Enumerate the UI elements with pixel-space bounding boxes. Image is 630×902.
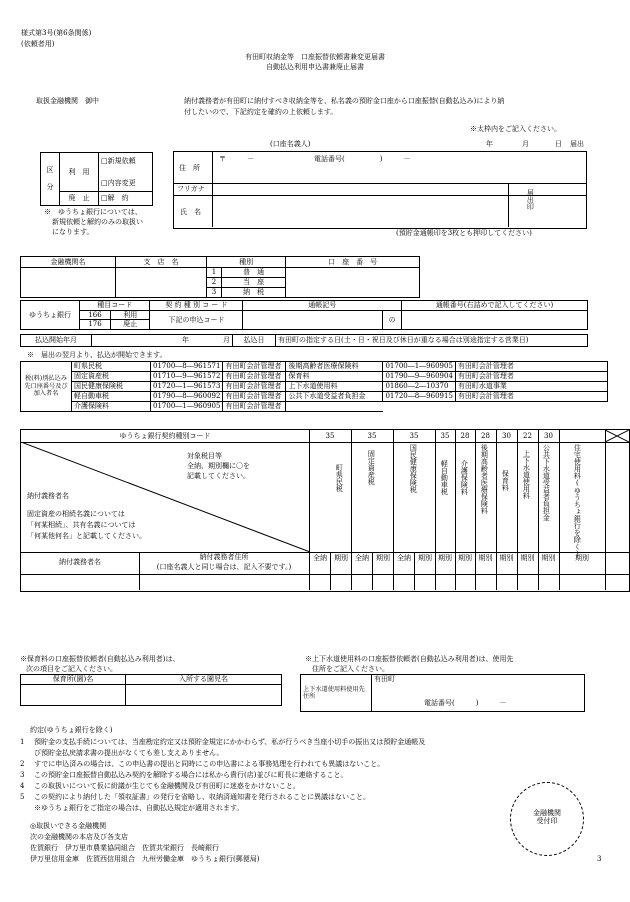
item-no: 1 [20,738,25,746]
code-cancel-option[interactable]: 廃止 [111,320,150,329]
kind-tax[interactable]: 納 税 [222,288,286,298]
ki-label: 期別 [575,554,589,562]
item-no: 3 [20,771,25,779]
water-note-2: 住所をご記入ください。 [312,665,389,673]
zen-label: 全納 [355,554,369,562]
agreement-item: この契約により納付した「領収証書」の発行を省略し、収納済通知書を発行されることに異議はないこと。 [34,793,370,801]
agreement-item: ※ゆうちょ銀行をご指定の場合は、自動払込規定が適用されます。 [34,804,244,812]
start-year[interactable]: 年 [182,336,189,345]
start-row [20,334,588,347]
phone-field[interactable]: 電話番号( ) － [314,155,411,163]
intro-line2: 付したいので、下記約定を確約の上依頼します。 [184,108,338,116]
new-request-checkbox[interactable]: □新規依頼 [101,156,136,165]
use-label: 利 用 [60,153,99,192]
tax-health: 国民健康保険税 [409,444,418,493]
ku-label: 区 [46,166,54,175]
tax-housing: 住宅使用料(ゆうちょ銀行を除く) [573,444,582,558]
nursery-name-header: 保育所(園)名 [21,675,126,685]
bank-table [20,256,420,298]
kind-header: 種別 [207,257,286,268]
furigana-label: フリガナ [177,185,205,193]
code-value: 35 [325,432,335,440]
tax-name: 軽自動車税 [72,392,151,402]
postal-code-field[interactable]: 〒 － [219,155,254,163]
ki-label: 期別 [541,554,556,562]
code-value: 22 [523,432,532,440]
zen-label: 全納 [313,554,327,562]
tax-elderly: 後期高齢者医療保険料 [480,444,489,514]
payer-note-3: 「何某他何名」と記載してください。 [27,532,146,540]
branch-header: 支 店 名 [116,257,207,268]
tax-name: 公共下水道受益者負担金 [286,392,383,402]
tsucho-kigo-header: 通帳記号 [243,301,402,311]
code-value: 28 [460,432,470,440]
copy-label: (依頼者用) [21,40,55,48]
tsucho-kigo-field[interactable] [243,311,383,330]
institutions-line1: 次の金融機関の本店及び各支店 [30,833,128,841]
reception-stamp-area [510,782,584,856]
contract-code-header: 契 約 種 別 コ ー ド [150,301,243,311]
tsucho-number-field[interactable] [402,311,588,330]
tax-account: 01720―1―961573 [151,382,223,392]
change-checkbox[interactable]: □内容変更 [101,179,136,187]
child-name-header: 入所する園児名 [126,675,282,685]
water-table [300,674,585,712]
ki-label: 期別 [458,554,472,562]
ki-label: 期別 [478,554,493,562]
code-value: 30 [544,432,553,440]
pay-day-text: 有田町の指定する日(土・日・祝日及び休日が重なる場合は別途指定する営業日) [276,335,588,347]
tsucho-number-header: 通帳番号(右詰めで記入してください) [402,301,588,311]
holder-caption: (口座名義人) [270,140,311,148]
tax-holder: 有田町会計管理者 [223,362,286,372]
bun-label: 分 [46,183,54,192]
tax-account: 01700―8―961571 [151,362,223,372]
code-value: 35 [440,432,450,440]
form-number: 様式第3号(第6条関係) [21,29,92,37]
date-suffix: 届出 [570,140,584,148]
tax-name: 保育料 [286,372,383,382]
branch-field[interactable] [116,268,207,298]
tax-holder: 有田町会計管理者 [223,402,286,412]
item-no [20,804,34,815]
tax-water: 上下水道使用料 [522,450,531,499]
address-label: 住 所 [179,164,200,172]
tax-municipal: 町県民税 [335,464,344,492]
item-no: 2 [20,760,25,768]
nursery-note-1: ※保育料の口座振替依頼者(自動払込み利用者)は、 [20,655,180,663]
tax-holder: 有田町会計管理者 [223,392,286,402]
item-no: 5 [20,793,25,801]
water-address-label: 上下水道使用料使用先住所 [301,675,372,712]
kind-current[interactable]: 当 座 [222,278,286,288]
yucho-note-1: ※ ゆうちょ銀行については、 [44,208,142,216]
item-no: 4 [20,782,25,790]
nursery-note-2: 次の項目をご記入ください。 [26,665,117,673]
kind-no: 2 [207,278,222,288]
tax-name: 後期高齢者医療保険料 [286,362,383,372]
tax-account: 01700―1―960905 [151,402,223,412]
code-166: 166 [80,311,111,320]
water-phone-field[interactable]: 電話番号( ) － [424,699,507,708]
child-name-field[interactable] [126,685,282,706]
agreement-item: この取扱いについて仮に紛議が生じても金融機関及び有田町に迷惑をかけないこと。 [34,782,300,790]
tax-nursery: 保育料 [501,470,510,491]
tax-holder: 有田町会計管理者 [455,362,607,372]
tax-holder: 有田町会計管理者 [455,372,607,382]
kind-no: 3 [207,288,222,298]
intro-line1: 納付義務者が有田町に納付すべき収納金等を、私名義の預貯金口座から口座振替(自動払込み)により納 [184,97,505,105]
target-label-3: 記載してください。 [187,472,250,480]
ki-label: 期別 [334,554,348,562]
date-month: 月 [522,140,529,148]
ki-label: 期別 [438,554,452,562]
code-value: 35 [409,432,419,440]
seal-label: 届出印 [526,189,535,210]
request-type-box [40,152,153,206]
tax-property: 固定資産税 [367,450,376,485]
ki-label: 期別 [376,554,390,562]
target-label-2: 全納、期別欄に〇を [187,462,250,470]
tax-account: 01710―9―961572 [151,372,223,382]
agreement-item: すでに申込済みの場合は、この申込書の提出と同時にこの申込書による事務処理を行われても異議はないこと。 [34,760,385,768]
target-tax-table [20,429,630,592]
col-payer-name: 納付義務者名 [59,558,101,566]
title-line2: 自動払込利用申込書兼廃止届書 [266,63,364,71]
tax-holder: 有田町会計管理者 [455,392,607,402]
code-value: 35 [367,432,377,440]
tax-holder: 有田町会計管理者 [223,382,286,392]
yucho-note-2: 新規依頼と解約のみの取扱い [52,218,143,226]
ki-label: 期別 [520,554,535,562]
code-value: 28 [481,432,490,440]
col-address-2: (口座名義人と同じ場合は、記入不要です。) [156,563,292,571]
yucho-label: ゆうちょ銀行 [21,301,80,330]
code-header: 種目コード [80,301,150,311]
date-year: 年 [486,140,493,148]
stamp-line2: 受付印 [536,817,558,826]
bank-name-header: 金融機関名 [21,257,116,268]
tax-holder: 有田町会計管理者 [223,372,286,382]
tax-account: 01790―9―960904 [383,372,455,382]
agreement-list [20,738,580,815]
tax-account: 01720―8―960915 [383,392,455,402]
no-mark: の [383,311,402,330]
item-no [20,749,34,760]
institutions-line2: 佐賀銀行 伊万里市農業協同組合 佐賀共栄銀行 長崎銀行 [30,844,219,852]
ki-label: 期別 [418,554,432,562]
agreement-title: 約定(ゆうちょ銀行を除く) [30,726,113,734]
nursery-name-field[interactable] [21,685,126,706]
target-label-1: 対象税目等 [187,452,222,460]
tax-holder: 有田町水道事業 [455,382,607,392]
stamp-line1: 金融機関 [533,809,561,817]
account-header: 口 座 番 号 [286,257,420,268]
seal-note: (預貯金通帳印を3枚とも押印してください) [396,229,532,237]
ki-label: 期別 [499,554,514,562]
thick-frame-note: ※太枠内をご記入ください。 [470,125,561,133]
start-month[interactable]: 月 [223,336,230,345]
kind-no: 1 [207,268,222,278]
name-label: 氏 名 [180,208,201,216]
payer-note-2: 「何某相続」、共有名義については [27,521,136,529]
nursery-table [20,674,282,706]
zen-label: 全納 [397,554,411,562]
addressee: 取扱金融機関 御中 [36,97,99,105]
tax-account: 01790―8―960092 [151,392,223,402]
kind-ordinary[interactable]: 普 通 [222,268,286,278]
tax-name: 上下水道使用料 [286,382,383,392]
payer-label: 納付義務者名 [27,492,69,500]
agreement-item: この預貯金口座振替自動払込み契約を解除する場合には私から貴行(店)並びに町長に連絡すること。 [34,771,348,779]
tax-account: 01700―1―960905 [383,362,455,372]
cancel-label: 廃 止 [60,192,99,206]
tax-table-label: 税(料)別払込み先口座番号及び加入者名 [21,362,72,412]
holder-box [173,151,587,229]
tax-name: 介護保険料 [72,402,151,412]
tax-care: 介護保険料 [460,460,469,495]
tax-name: 国民健康保険税 [72,382,151,392]
pay-day-label: 払込日 [233,335,276,347]
institutions-title: ◎取扱いできる金融機関 [30,822,107,830]
tax-account-table [20,361,608,412]
contract-code-label: ゆうちょ銀行契約種別コード [119,432,211,440]
page-number: 3 [597,855,602,863]
agreement-item: 預貯金の支払手続については、当座勘定約定又は預貯金規定にかかわらず、私が行うべき当座小切手の振出又は預貯金通帳及 [34,738,426,746]
cross-mark [605,430,629,442]
start-label: 払込開始年月 [21,335,92,347]
tax-name: 固定資産税 [72,372,151,382]
account-number-field[interactable] [286,268,420,298]
code-176: 176 [80,320,111,329]
tax-vehicle: 軽自動車税 [440,460,449,495]
date-day: 日 [555,140,562,148]
tax-name: 町県民税 [72,362,151,372]
agreement-item: び預貯金払戻請求書の提出がなくても差し支えありません。 [34,749,224,757]
yucho-table [20,300,588,330]
code-use-option[interactable]: 利用 [111,311,150,320]
start-note: ※ 届出の翌月より、払込が開始できます。 [27,351,167,359]
cancel-checkbox[interactable]: □解 約 [99,192,153,206]
bank-name-field[interactable] [21,268,116,298]
institutions-line3: 伊万里信用金庫 佐賀西信用組合 九州労働金庫 ゆうちょ銀行(郵便局) [30,855,260,863]
tax-sewer: 公共下水道受益者負担金 [542,444,551,521]
yucho-note-3: になります。 [52,228,94,236]
payer-note-1: 固定資産の相続名義については [27,510,125,518]
tax-account: 01860―2―10370 [383,382,455,392]
water-note-1: ※上下水道使用料の口座振替依頼者(自動払込み利用者)は、使用先 [305,655,514,663]
title-line1: 有田町収納金等 口座振替依頼書兼変更届書 [245,53,385,61]
water-town: 有田町 [374,675,395,683]
contract-code-note: 下記の申込コード [150,311,243,330]
code-value: 30 [502,432,511,440]
col-address-1: 納付義務者住所 [199,553,249,561]
